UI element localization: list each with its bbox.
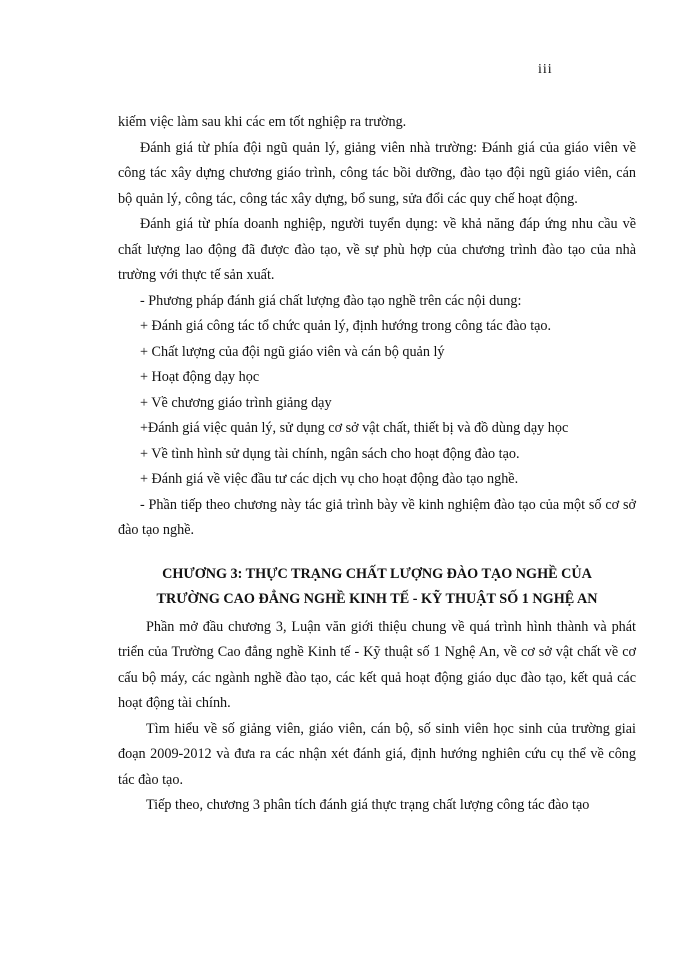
paragraph-continuation: kiếm việc làm sau khi các em tốt nghiệp ra trường. <box>118 114 407 130</box>
bullet-item: + Về chương giáo trình giảng dạy <box>140 394 332 411</box>
bullet-item: +Đánh giá việc quản lý, sử dụng cơ sở vật chất, thiết bị và đồ dùng dạy học <box>140 420 569 436</box>
bullet-item: + Về tình hình sử dụng tài chính, ngân sách cho hoạt động đào tạo. <box>140 445 520 462</box>
paragraph-employer-evaluation: Đánh giá từ phía doanh nghiệp, người tuyển dụng: về khả năng đáp ứng nhu cầu về chất lượng lao động đã được đào tạo, về sự phù hợp của chương trình đào tạo của nhà trường với thực tế sản xuất. <box>118 216 636 283</box>
paragraph-staff-evaluation: Đánh giá từ phía đội ngũ quản lý, giảng viên nhà trường: Đánh giá của giáo viên về công tác xây dựng chương giáo trình, công tác bồi dưỡng, đào tạo đội ngũ giáo viên, cán bộ quản lý, công tác, công tác xây dựng, bổ sung, sửa đổi các quy chế hoạt động. <box>118 139 636 207</box>
bullet-item: + Đánh giá công tác tổ chức quản lý, định hướng trong công tác đào tạo. <box>140 318 552 334</box>
paragraph-next-part: - Phần tiếp theo chương này tác giả trình bày về kinh nghiệm đào tạo của một số cơ sở đào tạo nghề. <box>118 496 636 538</box>
bullet-item: + Chất lượng của đội ngũ giáo viên và cán bộ quản lý <box>140 343 445 360</box>
chapter-heading-line-2: TRƯỜNG CAO ĐẲNG NGHỀ KINH TẾ - KỸ THUẬT SỐ 1 NGHỆ AN <box>156 591 598 607</box>
chapter-paragraph-statistics: Tìm hiểu về số giảng viên, giáo viên, cán bộ, số sinh viên học sinh của trường giai đoạn 2009-2012 và đưa ra các nhận xét đánh giá, định hướng nghiên cứu cụ thể về công tác đào tạo. <box>118 720 636 788</box>
chapter-paragraph-intro: Phần mở đầu chương 3, Luận văn giới thiệu chung về quá trình hình thành và phát triển của Trường Cao đẳng nghề Kinh tế - Kỹ thuật số 1 Nghệ An, về cơ sở vật chất về cơ cấu bộ máy, các ngành nghề đào tạo, các kết quả hoạt động giáo dục đào tạo, kết quả các hoạt động tài chính. <box>118 618 636 711</box>
page-number: iii <box>538 62 553 77</box>
chapter-heading-line-1: CHƯƠNG 3: THỰC TRẠNG CHẤT LƯỢNG ĐÀO TẠO NGHỀ CỦA <box>162 565 592 582</box>
bullet-item: + Hoạt động dạy học <box>140 369 260 385</box>
chapter-heading <box>118 562 636 613</box>
document-body <box>118 110 636 819</box>
paragraph-method-intro: - Phương pháp đánh giá chất lượng đào tạo nghề trên các nội dung: <box>140 292 522 309</box>
bullet-item: + Đánh giá về việc đầu tư các dịch vụ cho hoạt động đào tạo nghề. <box>140 471 519 487</box>
chapter-paragraph-analysis: Tiếp theo, chương 3 phân tích đánh giá thực trạng chất lượng công tác đào tạo <box>146 797 590 813</box>
